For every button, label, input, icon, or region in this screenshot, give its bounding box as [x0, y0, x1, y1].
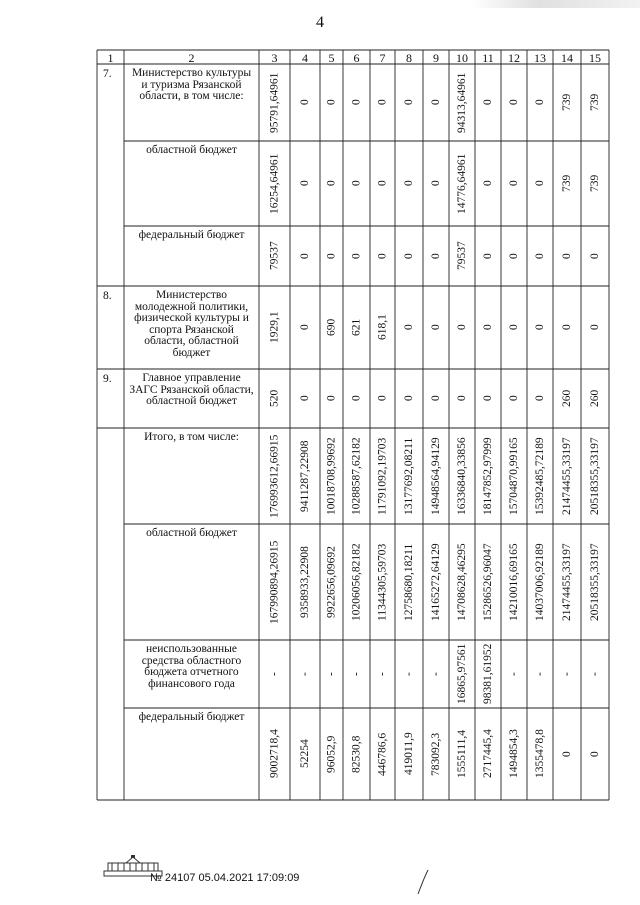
table-cell: 0 [482, 324, 494, 331]
column-header: 4 [302, 50, 308, 65]
table-cell: 0 [508, 395, 520, 402]
table-cell: 0 [430, 324, 442, 331]
table-cell: 98381,61952 [482, 643, 494, 705]
table-cell: 1494854,3 [508, 729, 520, 779]
table-cell: 82530,8 [350, 735, 363, 773]
row-name: Главное управление ЗАГС Рязанской области, областной бюджет [129, 372, 254, 407]
column-header: 8 [406, 50, 412, 65]
table-cell: 618,1 [376, 314, 389, 341]
table-cell: 12758680,18211 [403, 543, 415, 621]
table-cell: 15704870,99165 [508, 437, 520, 515]
table-cell: 9358933,22908 [299, 546, 311, 618]
table-cell: - [325, 672, 338, 676]
column-header: 2 [188, 50, 195, 65]
column-header: 3 [271, 50, 278, 65]
table-cell: 739 [561, 93, 573, 112]
table-cell: 0 [325, 253, 338, 259]
row-name: федеральный бюджет [138, 229, 245, 241]
table-cell: 10206056,82182 [350, 543, 363, 621]
table-cell: 0 [561, 751, 573, 757]
row-name: Министерство культуры и туризма Рязанской области, в том числе: [131, 67, 252, 102]
column-header: 1 [107, 50, 114, 65]
table-cell: 0 [508, 99, 520, 106]
table-cell: 14210016,69165 [508, 543, 520, 621]
row-name: областной бюджет [146, 527, 237, 539]
table-cell: - [534, 672, 546, 676]
table-cell: 1355478,8 [534, 729, 546, 779]
table-cell: 520 [268, 389, 281, 408]
page-number: 4 [316, 14, 324, 31]
table-cell: 0 [534, 324, 546, 331]
column-header: 11 [482, 50, 494, 65]
table-cell: 0 [299, 324, 311, 331]
row-number: 7. [103, 68, 112, 80]
table-cell: 14708628,46295 [456, 543, 468, 621]
table-cell: 0 [430, 395, 442, 402]
table-cell: 0 [456, 324, 468, 331]
table-cell: 20518355,33197 [589, 543, 601, 621]
table-cell: 0 [508, 180, 520, 187]
table-cell: 0 [403, 99, 415, 106]
row-name: федеральный бюджет [138, 711, 245, 723]
table-cell: 0 [430, 99, 442, 106]
table-cell: 0 [299, 99, 311, 106]
table-cell: 16336840,33856 [456, 437, 468, 515]
table-cell: - [350, 672, 363, 676]
table-cell: 20518355,33197 [589, 437, 601, 515]
table-cell: 260 [561, 389, 573, 408]
table-cell: 79537 [268, 241, 281, 271]
table-cell: 16254,64961 [268, 153, 281, 214]
table-cell: 11344305,59703 [376, 543, 389, 621]
table-cell: 14165272,64129 [430, 543, 442, 621]
table-cell: 0 [456, 395, 468, 402]
table-cell: - [430, 672, 442, 676]
row-name: областной бюджет [146, 144, 237, 156]
table-cell: 0 [482, 99, 494, 106]
table-cell: 167990894,26915 [268, 540, 281, 624]
column-header: 7 [379, 50, 386, 65]
table-cell: - [299, 672, 311, 676]
column-header: 15 [589, 50, 601, 65]
table-cell: 0 [534, 99, 546, 106]
table-cell: 96052,9 [325, 735, 338, 773]
table-cell: 0 [561, 253, 573, 259]
column-header: 10 [456, 50, 468, 65]
table-cell: 0 [350, 395, 363, 402]
table-cell: 14776,64961 [456, 153, 468, 214]
table-cell: 0 [482, 253, 494, 259]
table-cell: 16865,97561 [456, 643, 468, 705]
table-cell: 0 [508, 253, 520, 259]
table-cell: 0 [482, 180, 494, 187]
table-cell: - [508, 672, 520, 676]
table-cell: 14948564,94129 [430, 437, 442, 515]
table-cell: 14037006,92189 [534, 543, 546, 621]
column-header: 12 [508, 50, 520, 65]
table-cell: 739 [589, 174, 601, 193]
table-cell: 0 [534, 180, 546, 187]
table-cell: 0 [403, 253, 415, 259]
row-name: Итого, в том числе: [144, 431, 239, 443]
table-cell: 18147852,97999 [482, 437, 494, 515]
table-cell: 0 [376, 395, 389, 402]
table-cell: 0 [376, 253, 389, 259]
table-cell: 0 [534, 395, 546, 402]
table-cell: 0 [325, 99, 338, 106]
table-cell: 0 [403, 324, 415, 331]
table-cell: 419011,9 [403, 732, 415, 776]
table-cell: 15286526,96047 [482, 543, 494, 621]
table-cell: 0 [430, 180, 442, 187]
table-cell: 0 [325, 180, 338, 187]
table-cell: 0 [589, 324, 601, 331]
table-cell: 0 [325, 395, 338, 402]
table-cell: 94313,64961 [456, 72, 468, 133]
table-cell: 21474455,33197 [561, 437, 573, 515]
table-cell: 0 [299, 253, 311, 259]
table-cell: 0 [350, 99, 363, 106]
table-cell: 621 [350, 318, 363, 337]
table-cell: 0 [403, 180, 415, 187]
row-number: 8. [103, 290, 112, 302]
column-header: 14 [561, 50, 573, 65]
table-cell: 13177692,08211 [403, 437, 415, 515]
table-cell: 446786,6 [376, 732, 389, 776]
table-cell: 260 [589, 389, 601, 408]
table-cell: 0 [482, 395, 494, 402]
document-registration-stamp: № 24107 05.04.2021 17:09:09 [150, 872, 300, 884]
column-header: 5 [328, 50, 335, 65]
table-cell: 0 [589, 253, 601, 259]
column-header: 9 [433, 50, 439, 65]
table-cell: 0 [299, 395, 311, 402]
column-header: 6 [353, 50, 360, 65]
table-cell: 2717445,4 [482, 729, 494, 779]
table-cell: 0 [350, 253, 363, 259]
table-cell: 0 [561, 324, 573, 331]
table-cell: 0 [376, 180, 389, 187]
table-cell: 52254 [299, 739, 311, 769]
table-cell: 0 [376, 99, 389, 106]
table-cell: - [589, 672, 601, 676]
table-cell: 739 [561, 174, 573, 193]
table-cell: 0 [508, 324, 520, 331]
table-cell: - [376, 672, 389, 676]
row-name: Министерство молодежной политики, физической культуры и спорта Рязанской области, областной бюджет [134, 289, 249, 359]
column-header: 13 [534, 50, 546, 65]
table-cell: 9411287,22908 [299, 440, 311, 512]
table-cell: 10018708,99692 [325, 437, 338, 515]
table-cell: 783092,3 [430, 732, 442, 776]
table-cell: - [561, 672, 573, 676]
table-cell: 79537 [456, 241, 468, 271]
table-cell: 739 [589, 93, 601, 112]
table-cell: 9002718,4 [268, 729, 281, 779]
table-cell: 0 [299, 180, 311, 187]
table-cell: 21474455,33197 [561, 543, 573, 621]
table-cell: 10288587,62182 [350, 437, 363, 515]
table-cell: 0 [534, 253, 546, 259]
table-cell: 9922656,09692 [325, 546, 338, 618]
table-cell: 176993612,66915 [268, 434, 281, 518]
table-cell: 690 [325, 318, 338, 337]
pen-mark [416, 868, 430, 896]
table-cell: - [268, 672, 281, 676]
table-cell: 11791092,19703 [376, 437, 389, 515]
table-cell: 0 [430, 253, 442, 259]
table-cell: - [403, 672, 415, 676]
table-cell: 1929,1 [268, 311, 281, 344]
table-cell: 15392485,72189 [534, 437, 546, 515]
row-name: неиспользованные средства областного бюджета отчетного финансового года [141, 643, 242, 690]
row-number: 9. [103, 373, 112, 385]
table-cell: 0 [350, 180, 363, 187]
table-cell: 1555111,4 [456, 729, 468, 779]
table-cell: 0 [403, 395, 415, 402]
table-cell: 95791,64961 [268, 72, 281, 133]
table-cell: 0 [589, 751, 601, 757]
